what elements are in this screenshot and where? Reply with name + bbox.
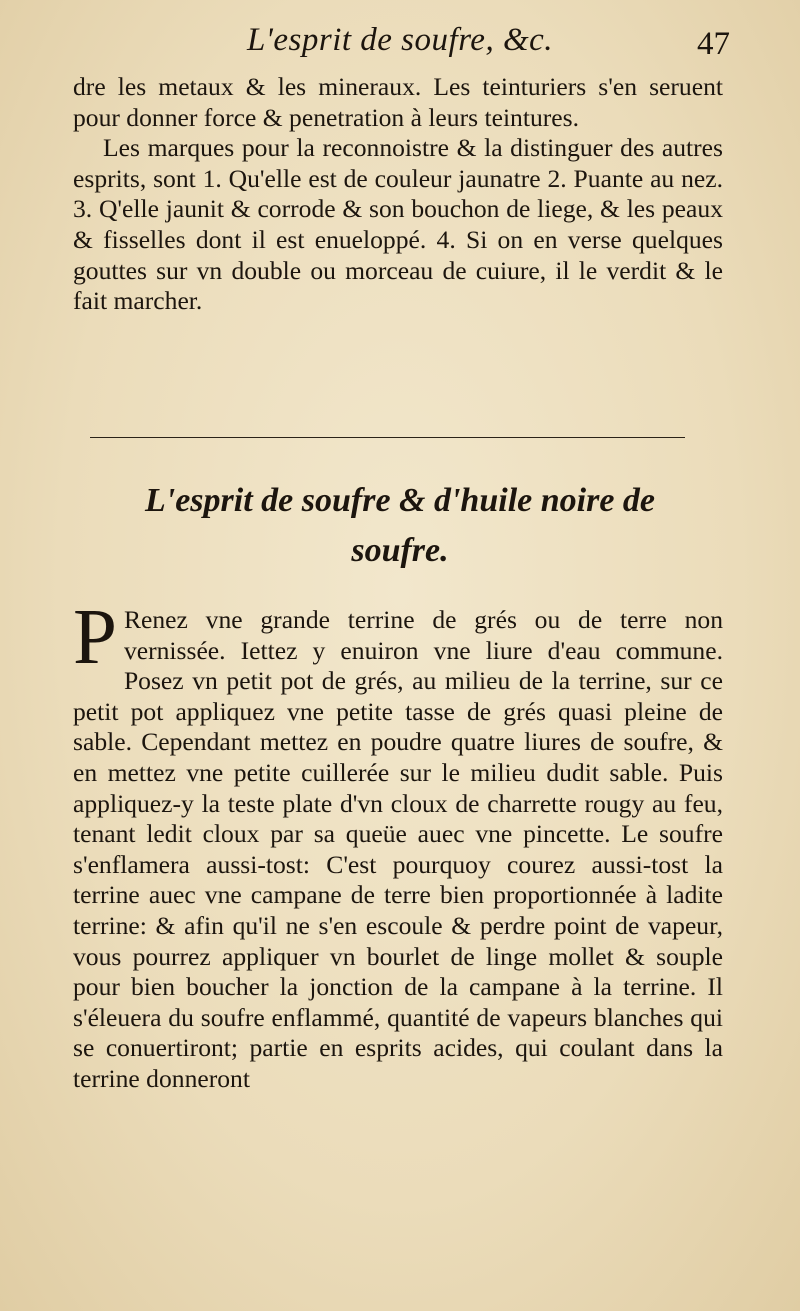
section-heading [70, 476, 730, 576]
recipe-paragraph [73, 594, 723, 1095]
page-header [70, 22, 730, 72]
section-divider [90, 437, 685, 438]
continued-section [73, 72, 723, 317]
running-title: L'esprit de soufre, &c. [246, 22, 554, 58]
drop-cap: P [73, 594, 117, 681]
page-number: 47 [697, 26, 730, 62]
recipe-text: Renez vne grande terrine de grés ou de terre non vernissée. Iettez y enuiron vne liure d'eau commune. Posez vn petit pot de grés, au milieu de la terrine, sur ce petit pot appliquez vne petite tasse de grés quasi pleine de sable. Cependant mettez en poudre quatre liures de soufre, & en mettez vne petite cuillerée sur le milieu dudit sable. Puis appliquez-y la teste plate d'vn cloux de charrette rougy au feu, tenant ledit cloux par sa queüe auec vne pincette. Le soufre s'enflamera aussi-tost: C'est pourquoy courez aussi-tost la terrine auec vne campane de terre bien proportionnée à ladite terrine: & afin qu'il ne s'en escoule & perdre point de vapeur, vous pourrez appliquer vn bourlet de linge mollet & souple pour bien boucher la jonction de la campane à la terrine. Il s'éleuera du soufre enflammé, quantité de vapeurs blanches qui se conuertiront; partie en esprits acides, qui coulant dans la terrine donneront [73, 605, 723, 1093]
paragraph-marks: Les marques pour la reconnoistre & la distinguer des autres esprits, sont 1. Qu'elle est de couleur jaunatre 2. Puante au nez. 3. Q'elle jaunit & corrode & son bouchon de liege, & les peaux & fisselles dont il est enueloppé. 4. Si on en verse quelques gouttes sur vn double ou morceau de cuiure, il le verdit & le fait marcher. [73, 133, 723, 316]
paragraph-continued: dre les metaux & les mineraux. Les teinturiers s'en seruent pour donner force & penetration à leurs teintures. [73, 72, 723, 132]
section-heading-line2: soufre. [351, 532, 449, 569]
section-heading-line1: L'esprit de soufre & d'huile noire de [145, 482, 655, 519]
recipe-section [73, 594, 723, 1095]
